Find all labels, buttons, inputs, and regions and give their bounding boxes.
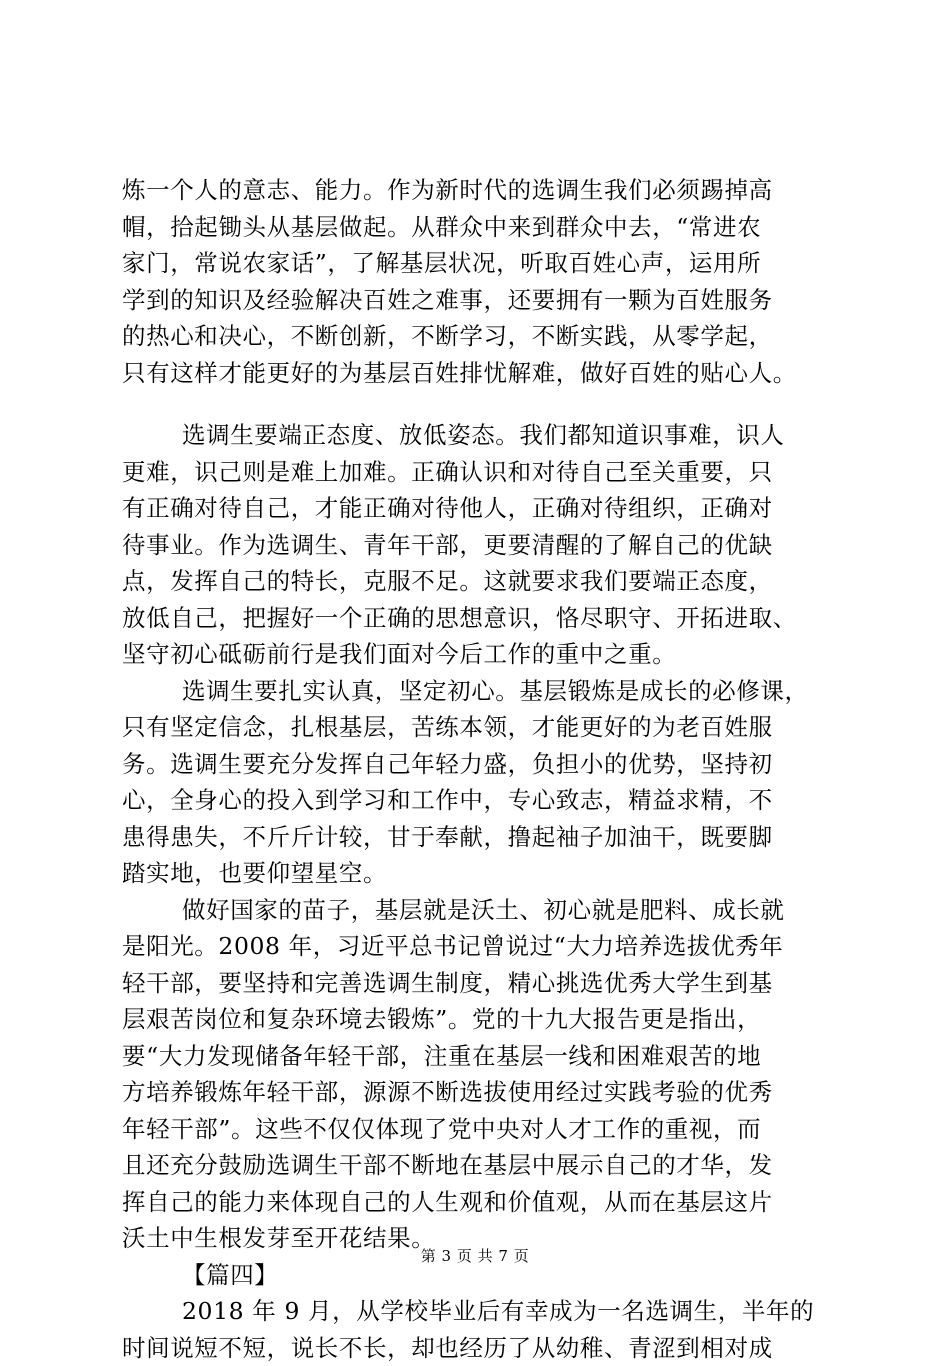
text-line: 且还充分鼓励选调生干部不断地在基层中展示自己的才华，发 bbox=[122, 1147, 842, 1184]
text-line: 轻干部，要坚持和完善选调生制度，精心挑选优秀大学生到基 bbox=[122, 965, 842, 1002]
paragraph bbox=[122, 172, 842, 391]
text-line: 选调生要扎实认真，坚定初心。基层锻炼是成长的必修课， bbox=[122, 673, 842, 710]
paragraph bbox=[122, 892, 842, 1257]
text-line: 更难，识己则是难上加难。正确认识和对待自己至关重要，只 bbox=[122, 454, 842, 491]
text-line: 帽，拾起锄头从基层做起。从群众中来到群众中去，“常进农 bbox=[122, 209, 842, 246]
text-line: 只有坚定信念，扎根基层，苦练本领，才能更好的为老百姓服 bbox=[122, 709, 842, 746]
document-body bbox=[122, 172, 842, 1366]
text-line: 是阳光。2008 年，习近平总书记曾说过“大力培养选拔优秀年 bbox=[122, 928, 842, 965]
text-line: 的热心和决心，不断创新，不断学习，不断实践，从零学起， bbox=[122, 318, 842, 355]
paragraph bbox=[122, 673, 842, 892]
text-line: 点，发挥自己的特长，克服不足。这就要求我们要端正态度， bbox=[122, 563, 842, 600]
paragraph bbox=[122, 1293, 842, 1366]
text-line: 要“大力发现储备年轻干部，注重在基层一线和困难艰苦的地 bbox=[122, 1038, 842, 1075]
text-line: 炼一个人的意志、能力。作为新时代的选调生我们必须踢掉高 bbox=[122, 172, 842, 209]
text-line: 时间说短不短，说长不长，却也经历了从幼稚、青涩到相对成 bbox=[122, 1330, 842, 1366]
text-line: 方培养锻炼年轻干部，源源不断选拔使用经过实践考验的优秀 bbox=[122, 1074, 842, 1111]
text-line: 患得患失，不斤斤计较，甘于奉献，撸起袖子加油干，既要脚 bbox=[122, 819, 842, 856]
section-title: 【篇四】 bbox=[122, 1257, 842, 1294]
text-line: 学到的知识及经验解决百姓之难事，还要拥有一颗为百姓服务 bbox=[122, 282, 842, 319]
text-line: 做好国家的苗子，基层就是沃土、初心就是肥料、成长就 bbox=[122, 892, 842, 929]
text-line: 只有这样才能更好的为基层百姓排忧解难，做好百姓的贴心人。 bbox=[122, 355, 842, 392]
text-line: 选调生要端正态度、放低姿态。我们都知道识事难，识人 bbox=[122, 417, 842, 454]
text-line: 挥自己的能力来体现自己的人生观和价值观，从而在基层这片 bbox=[122, 1184, 842, 1221]
text-line: 家门，常说农家话”，了解基层状况，听取百姓心声，运用所 bbox=[122, 245, 842, 282]
text-line: 心，全身心的投入到学习和工作中，专心致志，精益求精，不 bbox=[122, 782, 842, 819]
text-line: 沃土中生根发芽至开花结果。 bbox=[122, 1220, 842, 1257]
text-line: 2018 年 9 月，从学校毕业后有幸成为一名选调生，半年的 bbox=[122, 1293, 842, 1330]
paragraph-gap bbox=[122, 391, 842, 417]
text-line: 坚守初心砥砺前行是我们面对今后工作的重中之重。 bbox=[122, 636, 842, 673]
text-line: 待事业。作为选调生、青年干部，更要清醒的了解自己的优缺 bbox=[122, 527, 842, 564]
text-line: 层艰苦岗位和复杂环境去锻炼”。党的十九大报告更是指出， bbox=[122, 1001, 842, 1038]
text-line: 放低自己，把握好一个正确的思想意识，恪尽职守、开拓进取、 bbox=[122, 600, 842, 637]
paragraph bbox=[122, 417, 842, 673]
text-line: 务。选调生要充分发挥自己年轻力盛，负担小的优势，坚持初 bbox=[122, 746, 842, 783]
text-line: 踏实地，也要仰望星空。 bbox=[122, 855, 842, 892]
text-line: 有正确对待自己，才能正确对待他人，正确对待组织，正确对 bbox=[122, 490, 842, 527]
page-number-footer: 第 3 页 共 7 页 bbox=[0, 1245, 950, 1266]
text-line: 年轻干部”。这些不仅仅体现了党中央对人才工作的重视，而 bbox=[122, 1111, 842, 1148]
